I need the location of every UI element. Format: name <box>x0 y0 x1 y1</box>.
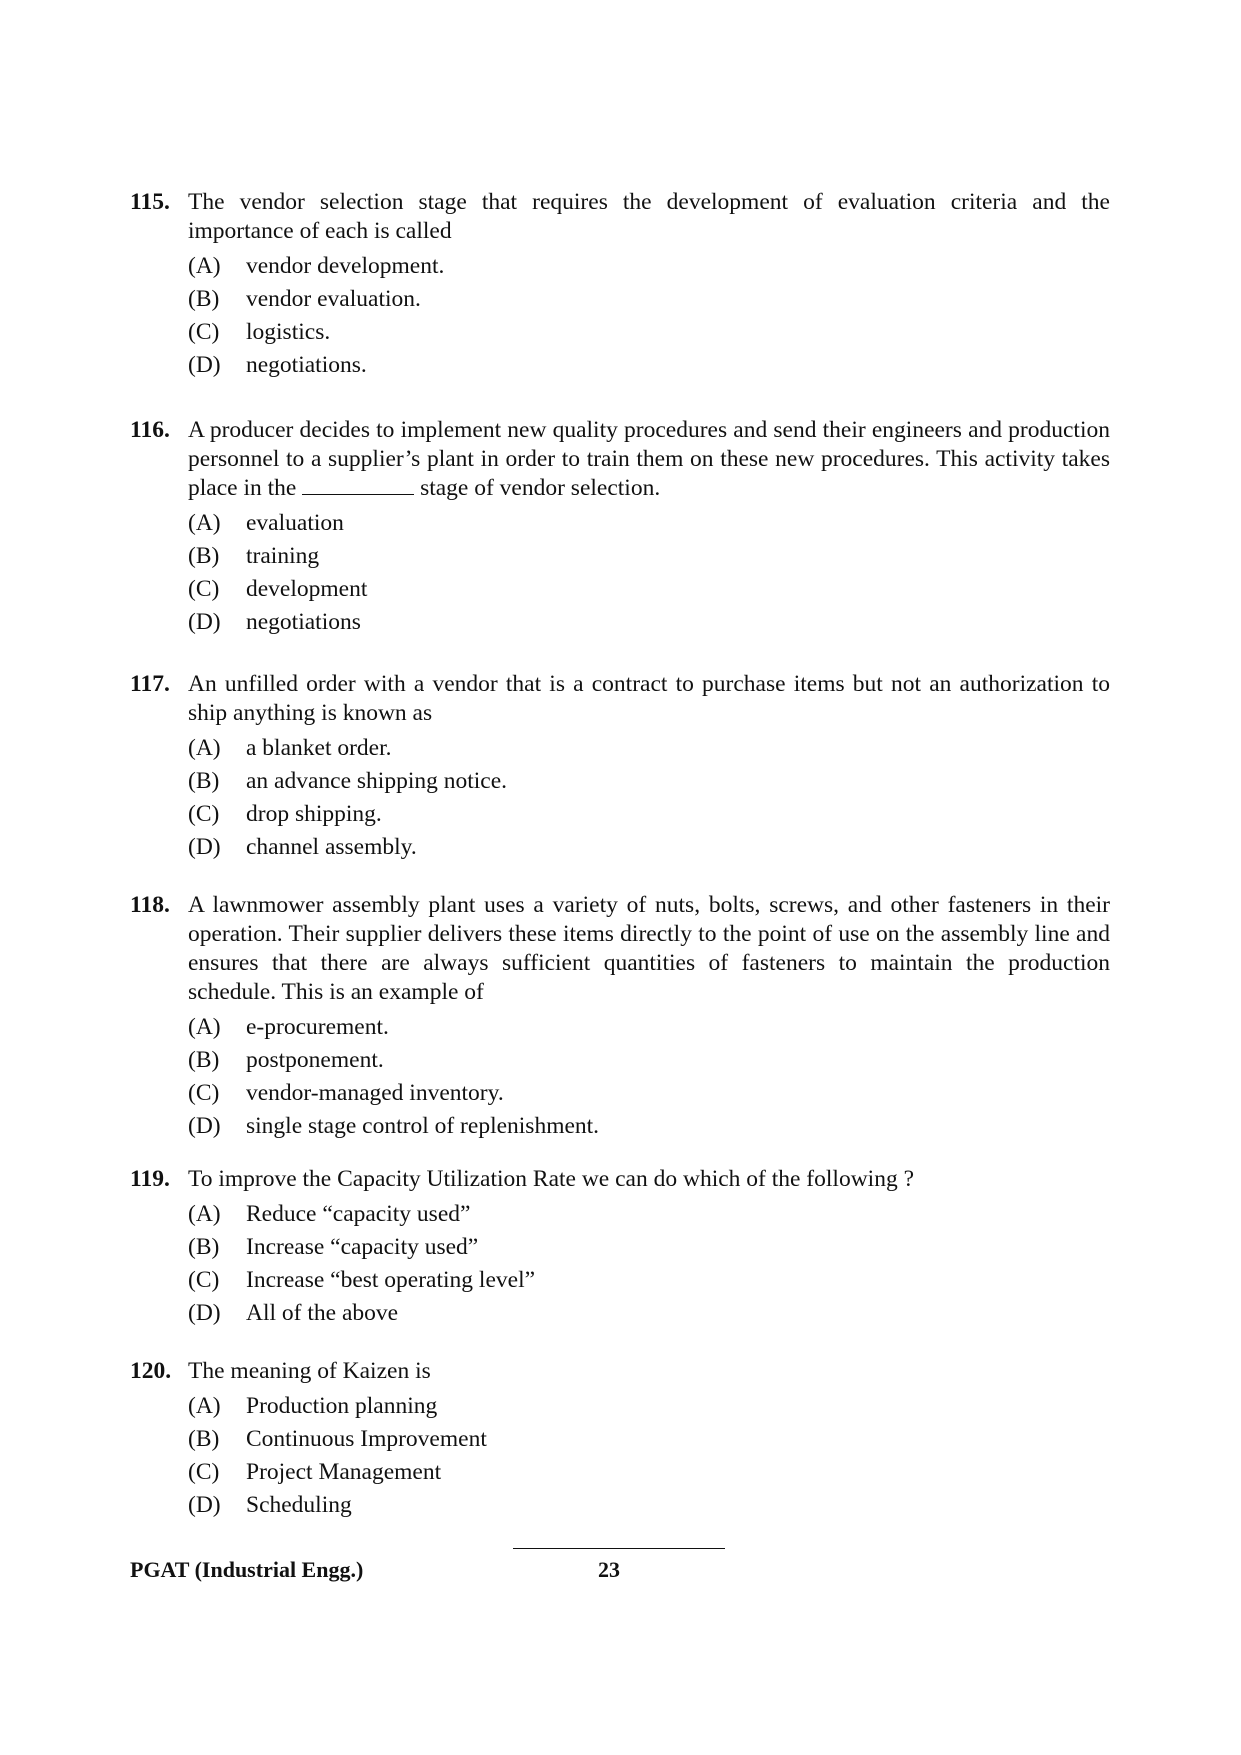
answer-blank <box>302 474 414 495</box>
option-d <box>188 606 1110 639</box>
option-text: training <box>246 543 320 569</box>
option-text: vendor development. <box>246 253 445 279</box>
options-list <box>188 1390 1110 1522</box>
option-text: e-procurement. <box>246 1014 389 1040</box>
options-list <box>188 250 1110 382</box>
option-text: logistics. <box>246 319 331 345</box>
option-a <box>188 1390 1110 1423</box>
footer-divider <box>513 1548 725 1549</box>
question-text: To improve the Capacity Utilization Rate we can do which of the following ? <box>188 1166 914 1192</box>
option-text: negotiations <box>246 609 361 635</box>
question-number: 118. <box>130 892 170 918</box>
option-text: a blanket order. <box>246 735 392 761</box>
option-key: (A) <box>188 735 221 761</box>
question-text: The meaning of Kaizen is <box>188 1358 431 1384</box>
question-116 <box>130 416 1110 639</box>
option-b <box>188 283 1110 316</box>
question-115 <box>130 188 1110 382</box>
option-a <box>188 250 1110 283</box>
question-117 <box>130 670 1110 864</box>
option-b <box>188 1044 1110 1077</box>
question-text: An unfilled order with a vendor that is a contract to purchase items but not an authorization to ship anything is known as <box>188 671 1110 726</box>
option-d <box>188 1297 1110 1330</box>
options-list <box>188 507 1110 639</box>
option-text: postponement. <box>246 1047 384 1073</box>
option-key: (A) <box>188 253 221 279</box>
option-key: (B) <box>188 768 220 794</box>
option-key: (A) <box>188 510 221 536</box>
options-list <box>188 732 1110 864</box>
option-a <box>188 507 1110 540</box>
question-text-after-blank: stage of vendor selection. <box>420 475 661 501</box>
question-text: The vendor selection stage that requires the development of evaluation criteria and the importance of each is called <box>188 189 1110 244</box>
option-a <box>188 732 1110 765</box>
option-text: development <box>246 576 368 602</box>
option-text: Continuous Improvement <box>246 1426 487 1452</box>
option-key: (D) <box>188 352 221 378</box>
option-a <box>188 1198 1110 1231</box>
question-number: 119. <box>130 1166 170 1192</box>
option-c <box>188 1077 1110 1110</box>
option-key: (B) <box>188 1234 220 1260</box>
option-key: (B) <box>188 1047 220 1073</box>
options-list <box>188 1011 1110 1143</box>
option-d <box>188 349 1110 382</box>
option-text: Project Management <box>246 1459 442 1485</box>
question-number: 116. <box>130 417 170 443</box>
option-d <box>188 1110 1110 1143</box>
option-b <box>188 1423 1110 1456</box>
option-key: (D) <box>188 609 221 635</box>
question-119 <box>130 1165 1110 1330</box>
option-text: single stage control of replenishment. <box>246 1113 600 1139</box>
option-key: (C) <box>188 1459 220 1485</box>
option-c <box>188 573 1110 606</box>
question-number: 115. <box>130 189 170 215</box>
option-c <box>188 1456 1110 1489</box>
option-d <box>188 831 1110 864</box>
question-120 <box>130 1357 1110 1522</box>
option-a <box>188 1011 1110 1044</box>
question-text: A lawnmower assembly plant uses a variety of nuts, bolts, screws, and other fasteners in their operation. Their supplier delivers these items directly to the point of use on the assembly line and ensures that there are always sufficient quantities of fasteners to maintain the production schedule. This is an example of <box>188 892 1110 1005</box>
option-key: (C) <box>188 801 220 827</box>
option-key: (C) <box>188 576 220 602</box>
question-text-before-blank: A producer decides to implement new quality procedures and send their engineers and production personnel to a supplier’s plant in order to train them on these new procedures. This activity takes place in the <box>188 417 1110 501</box>
option-text: Increase “best operating level” <box>246 1267 536 1293</box>
option-key: (D) <box>188 834 221 860</box>
question-number: 117. <box>130 671 170 697</box>
option-text: vendor-managed inventory. <box>246 1080 504 1106</box>
page-number: 23 <box>598 1557 620 1582</box>
option-key: (C) <box>188 319 220 345</box>
option-key: (A) <box>188 1393 221 1419</box>
option-text: Increase “capacity used” <box>246 1234 479 1260</box>
option-b <box>188 1231 1110 1264</box>
option-c <box>188 798 1110 831</box>
option-key: (D) <box>188 1492 221 1518</box>
option-key: (C) <box>188 1080 220 1106</box>
option-text: an advance shipping notice. <box>246 768 508 794</box>
option-text: evaluation <box>246 510 344 536</box>
option-key: (A) <box>188 1201 221 1227</box>
option-key: (A) <box>188 1014 221 1040</box>
option-key: (D) <box>188 1300 221 1326</box>
option-text: negotiations. <box>246 352 367 378</box>
option-d <box>188 1489 1110 1522</box>
option-key: (B) <box>188 543 220 569</box>
option-text: Production planning <box>246 1393 438 1419</box>
question-118 <box>130 891 1110 1143</box>
option-text: channel assembly. <box>246 834 417 860</box>
option-text: Reduce “capacity used” <box>246 1201 471 1227</box>
option-text: vendor evaluation. <box>246 286 421 312</box>
exam-title: PGAT (Industrial Engg.) <box>130 1557 364 1582</box>
question-text <box>188 416 1110 503</box>
option-c <box>188 316 1110 349</box>
option-key: (C) <box>188 1267 220 1293</box>
option-text: Scheduling <box>246 1492 352 1518</box>
question-number: 120. <box>130 1358 172 1384</box>
option-b <box>188 765 1110 798</box>
option-b <box>188 540 1110 573</box>
option-key: (B) <box>188 1426 220 1452</box>
option-text: All of the above <box>246 1300 399 1326</box>
option-key: (B) <box>188 286 220 312</box>
option-c <box>188 1264 1110 1297</box>
option-key: (D) <box>188 1113 221 1139</box>
option-text: drop shipping. <box>246 801 382 827</box>
options-list <box>188 1198 1110 1330</box>
